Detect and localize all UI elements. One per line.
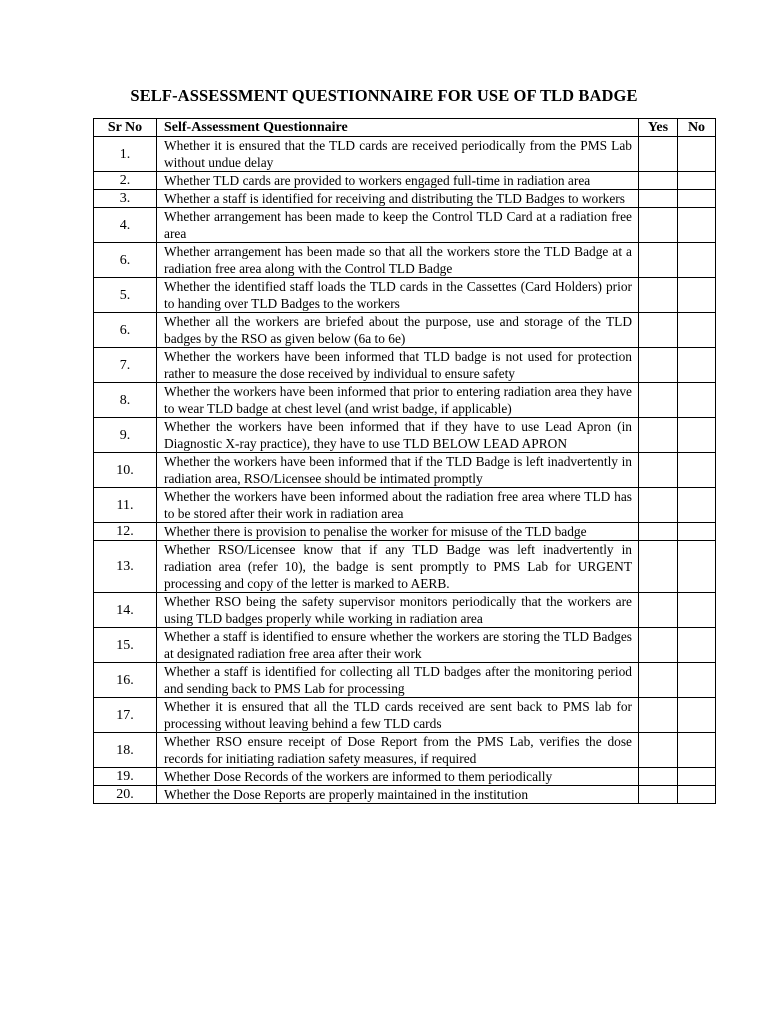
sr-no-cell: 16. — [94, 663, 157, 698]
sr-no-cell: 4. — [94, 208, 157, 243]
table-row — [94, 523, 716, 541]
no-header: No — [678, 119, 716, 137]
no-checkbox-cell[interactable] — [678, 786, 716, 804]
table-row — [94, 628, 716, 663]
yes-checkbox-cell[interactable] — [639, 541, 678, 593]
table-row — [94, 488, 716, 523]
sr-no-cell: 15. — [94, 628, 157, 663]
no-checkbox-cell[interactable] — [678, 418, 716, 453]
sr-no-cell: 7. — [94, 348, 157, 383]
table-row — [94, 698, 716, 733]
table-row — [94, 208, 716, 243]
sr-no-cell: 8. — [94, 383, 157, 418]
sr-no-cell: 11. — [94, 488, 157, 523]
yes-checkbox-cell[interactable] — [639, 137, 678, 172]
question-cell: Whether TLD cards are provided to workers engaged full-time in radiation area — [157, 172, 639, 190]
sr-no-cell: 6. — [94, 313, 157, 348]
question-cell: Whether the workers have been informed that TLD badge is not used for protection rather to measure the dose received by individual to ensure safety — [157, 348, 639, 383]
question-cell: Whether Dose Records of the workers are informed to them periodically — [157, 768, 639, 786]
question-cell: Whether all the workers are briefed about the purpose, use and storage of the TLD badges by the RSO as given below (6a to 6e) — [157, 313, 639, 348]
question-cell: Whether a staff is identified to ensure whether the workers are storing the TLD Badges at designated radiation free area after their work — [157, 628, 639, 663]
question-cell: Whether the workers have been informed about the radiation free area where TLD has to be stored after their work in radiation area — [157, 488, 639, 523]
no-checkbox-cell[interactable] — [678, 278, 716, 313]
table-row — [94, 278, 716, 313]
yes-checkbox-cell[interactable] — [639, 628, 678, 663]
no-checkbox-cell[interactable] — [678, 137, 716, 172]
sr-no-cell: 10. — [94, 453, 157, 488]
sr-no-cell: 2. — [94, 172, 157, 190]
no-checkbox-cell[interactable] — [678, 628, 716, 663]
yes-checkbox-cell[interactable] — [639, 383, 678, 418]
no-checkbox-cell[interactable] — [678, 541, 716, 593]
yes-checkbox-cell[interactable] — [639, 348, 678, 383]
yes-checkbox-cell[interactable] — [639, 663, 678, 698]
table-row — [94, 418, 716, 453]
yes-checkbox-cell[interactable] — [639, 313, 678, 348]
questionnaire-body — [94, 137, 716, 804]
no-checkbox-cell[interactable] — [678, 208, 716, 243]
no-checkbox-cell[interactable] — [678, 523, 716, 541]
no-checkbox-cell[interactable] — [678, 593, 716, 628]
yes-header: Yes — [639, 119, 678, 137]
table-row — [94, 243, 716, 278]
yes-checkbox-cell[interactable] — [639, 278, 678, 313]
table-row — [94, 733, 716, 768]
sr-no-cell: 19. — [94, 768, 157, 786]
no-checkbox-cell[interactable] — [678, 172, 716, 190]
question-cell: Whether the workers have been informed that if the TLD Badge is left inadvertently in radiation area, RSO/Licensee should be intimated promptly — [157, 453, 639, 488]
question-cell: Whether RSO ensure receipt of Dose Report from the PMS Lab, verifies the dose records for initiating radiation safety measures, if required — [157, 733, 639, 768]
question-cell: Whether it is ensured that the TLD cards are received periodically from the PMS Lab without undue delay — [157, 137, 639, 172]
yes-checkbox-cell[interactable] — [639, 453, 678, 488]
no-checkbox-cell[interactable] — [678, 698, 716, 733]
sr-no-cell: 17. — [94, 698, 157, 733]
table-row — [94, 172, 716, 190]
table-row — [94, 768, 716, 786]
table-header-row — [94, 119, 716, 137]
yes-checkbox-cell[interactable] — [639, 488, 678, 523]
yes-checkbox-cell[interactable] — [639, 733, 678, 768]
no-checkbox-cell[interactable] — [678, 768, 716, 786]
question-cell: Whether arrangement has been made so that all the workers store the TLD Badge at a radiation free area along with the Control TLD Badge — [157, 243, 639, 278]
sr-no-header: Sr No — [94, 119, 157, 137]
sr-no-cell: 13. — [94, 541, 157, 593]
yes-checkbox-cell[interactable] — [639, 698, 678, 733]
yes-checkbox-cell[interactable] — [639, 418, 678, 453]
question-cell: Whether there is provision to penalise the worker for misuse of the TLD badge — [157, 523, 639, 541]
table-row — [94, 786, 716, 804]
question-cell: Whether a staff is identified for collecting all TLD badges after the monitoring period and sending back to PMS Lab for processing — [157, 663, 639, 698]
yes-checkbox-cell[interactable] — [639, 768, 678, 786]
no-checkbox-cell[interactable] — [678, 348, 716, 383]
no-checkbox-cell[interactable] — [678, 453, 716, 488]
question-cell: Whether arrangement has been made to keep the Control TLD Card at a radiation free area — [157, 208, 639, 243]
yes-checkbox-cell[interactable] — [639, 172, 678, 190]
question-cell: Whether RSO/Licensee know that if any TLD Badge was left inadvertently in radiation area (refer 10), the badge is sent promptly to PMS Lab for URGENT processing and copy of the letter is marked to AERB. — [157, 541, 639, 593]
no-checkbox-cell[interactable] — [678, 313, 716, 348]
question-cell: Whether the workers have been informed that if they have to use Lead Apron (in Diagnostic X-ray practice), they have to use TLD BELOW LEAD APRON — [157, 418, 639, 453]
table-row — [94, 313, 716, 348]
table-row — [94, 190, 716, 208]
yes-checkbox-cell[interactable] — [639, 190, 678, 208]
sr-no-cell: 3. — [94, 190, 157, 208]
no-checkbox-cell[interactable] — [678, 663, 716, 698]
table-row — [94, 453, 716, 488]
no-checkbox-cell[interactable] — [678, 190, 716, 208]
no-checkbox-cell[interactable] — [678, 733, 716, 768]
sr-no-cell: 6. — [94, 243, 157, 278]
sr-no-cell: 20. — [94, 786, 157, 804]
no-checkbox-cell[interactable] — [678, 488, 716, 523]
question-cell: Whether a staff is identified for receiving and distributing the TLD Badges to workers — [157, 190, 639, 208]
no-checkbox-cell[interactable] — [678, 243, 716, 278]
yes-checkbox-cell[interactable] — [639, 786, 678, 804]
questionnaire-table — [93, 118, 716, 804]
question-cell: Whether it is ensured that all the TLD cards received are sent back to PMS lab for processing without leaving behind a few TLD cards — [157, 698, 639, 733]
question-cell: Whether the Dose Reports are properly maintained in the institution — [157, 786, 639, 804]
table-row — [94, 593, 716, 628]
sr-no-cell: 1. — [94, 137, 157, 172]
question-cell: Whether the workers have been informed that prior to entering radiation area they have to wear TLD badge at chest level (and wrist badge, if applicable) — [157, 383, 639, 418]
question-cell: Whether the identified staff loads the TLD cards in the Cassettes (Card Holders) prior to handing over TLD Badges to the workers — [157, 278, 639, 313]
table-row — [94, 383, 716, 418]
table-row — [94, 663, 716, 698]
page-title: SELF-ASSESSMENT QUESTIONNAIRE FOR USE OF TLD BADGE — [130, 86, 638, 105]
sr-no-cell: 18. — [94, 733, 157, 768]
yes-checkbox-cell[interactable] — [639, 208, 678, 243]
sr-no-cell: 5. — [94, 278, 157, 313]
table-row — [94, 541, 716, 593]
sr-no-cell: 12. — [94, 523, 157, 541]
yes-checkbox-cell[interactable] — [639, 593, 678, 628]
table-row — [94, 137, 716, 172]
table-row — [94, 348, 716, 383]
yes-checkbox-cell[interactable] — [639, 243, 678, 278]
yes-checkbox-cell[interactable] — [639, 523, 678, 541]
question-cell: Whether RSO being the safety supervisor monitors periodically that the workers are using TLD badges properly while working in radiation area — [157, 593, 639, 628]
questionnaire-header: Self-Assessment Questionnaire — [157, 119, 639, 137]
sr-no-cell: 9. — [94, 418, 157, 453]
no-checkbox-cell[interactable] — [678, 383, 716, 418]
sr-no-cell: 14. — [94, 593, 157, 628]
